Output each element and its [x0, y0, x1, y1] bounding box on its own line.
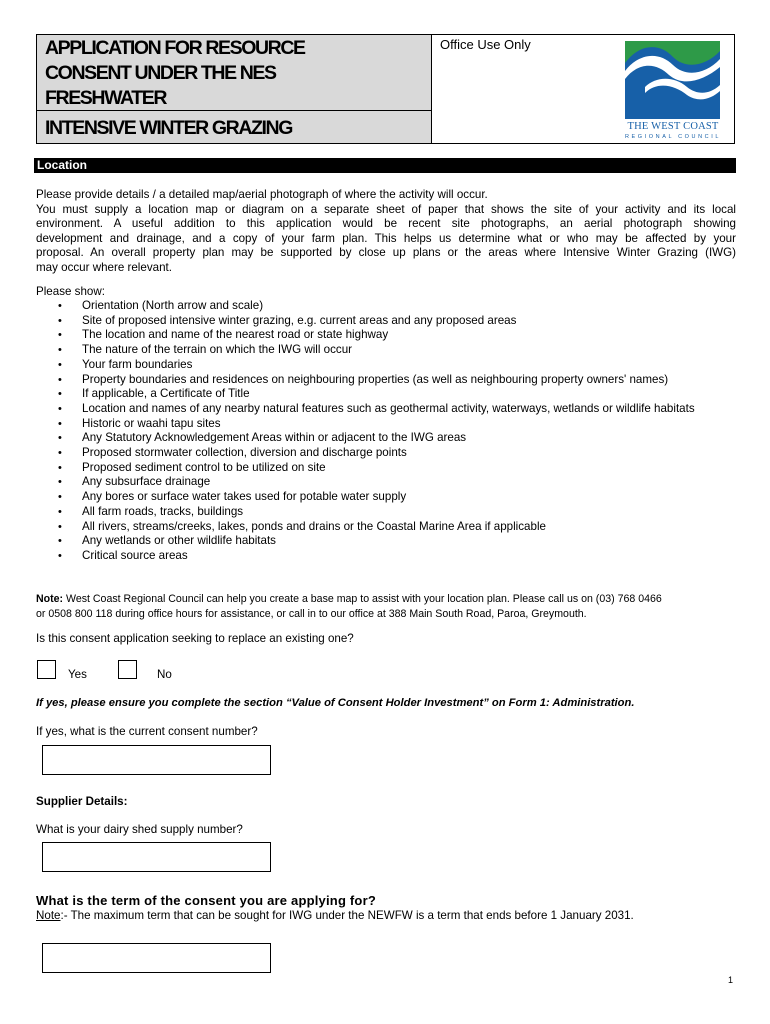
term-note: [36, 909, 634, 924]
replace-question: Is this consent application seeking to replace an existing one?: [36, 632, 354, 645]
title-block: [37, 35, 431, 111]
supplier-heading: Supplier Details:: [36, 795, 128, 808]
list-item: • Any subsurface drainage: [54, 475, 744, 490]
note-text-2: or 0508 800 118 during office hours for assistance, or call in to our office at 388 Main South Road, Paroa, Greymouth.: [36, 607, 587, 620]
no-label: No: [157, 668, 172, 681]
title-line-2: CONSENT UNDER THE NES: [45, 62, 276, 84]
list-item: • Location and names of any nearby natural features such as geothermal activity, waterways, wetlands or wildlife habitats: [54, 402, 744, 417]
logo-subname: REGIONAL COUNCIL: [624, 134, 722, 140]
title-line-3: FRESHWATER: [45, 87, 167, 109]
subtitle: INTENSIVE WINTER GRAZING: [45, 117, 292, 139]
term-heading: What is the term of the consent you are applying for?: [36, 893, 376, 908]
term-note-label: Note: [36, 909, 61, 922]
dairy-supply-number-input[interactable]: [42, 842, 271, 872]
list-item: • The location and name of the nearest road or state highway: [54, 328, 744, 343]
consent-number-question: If yes, what is the current consent number?: [36, 725, 258, 738]
list-item: • Your farm boundaries: [54, 358, 744, 373]
list-item: • The nature of the terrain on which the IWG will occur: [54, 343, 744, 358]
yes-label: Yes: [68, 668, 87, 681]
list-item: • All rivers, streams/creeks, lakes, ponds and drains or the Coastal Marine Area if applicable: [54, 520, 744, 535]
no-checkbox[interactable]: [118, 660, 137, 679]
consent-term-input[interactable]: [42, 943, 271, 973]
intro-line: Please provide details / a detailed map/aerial photograph of where the activity will occur.: [36, 188, 488, 201]
list-item: • If applicable, a Certificate of Title: [54, 387, 744, 402]
intro-line: You must supply a location map or diagram on a separate sheet of paper that shows the site of your activity and its local: [36, 202, 736, 216]
list-item: • Proposed sediment control to be utilized on site: [54, 461, 744, 476]
intro-line: may occur where relevant.: [36, 260, 172, 274]
list-item: • Historic or waahi tapu sites: [54, 417, 744, 432]
list-item: • Critical source areas: [54, 549, 744, 564]
page-number: 1: [728, 975, 734, 985]
note-paragraph: [36, 592, 736, 621]
list-item: • Property boundaries and residences on neighbouring properties (as well as neighbouring property owners' names): [54, 373, 744, 388]
consent-number-input[interactable]: [42, 745, 271, 775]
list-item: • Any wetlands or other wildlife habitats: [54, 534, 744, 549]
dairy-question: What is your dairy shed supply number?: [36, 823, 243, 836]
office-use-label: Office Use Only: [440, 37, 531, 52]
list-item: • All farm roads, tracks, buildings: [54, 505, 744, 520]
requirements-list: [54, 299, 744, 564]
if-yes-note: If yes, please ensure you complete the section “Value of Consent Holder Investment” on Form 1: Administration.: [36, 697, 635, 709]
yes-checkbox[interactable]: [37, 660, 56, 679]
please-show-label: Please show:: [36, 285, 105, 298]
term-note-text: :- The maximum term that can be sought for IWG under the NEWFW is a term that ends before 1 January 2031.: [60, 909, 634, 922]
list-item: • Site of proposed intensive winter grazing, e.g. current areas and any proposed areas: [54, 314, 744, 329]
title-box: [36, 34, 432, 144]
intro-paragraph: [36, 188, 736, 276]
list-item: • Proposed stormwater collection, diversion and discharge points: [54, 446, 744, 461]
intro-line: environment. A useful addition to this application would be recent site photographs, an aerial photograph showing: [36, 217, 736, 231]
intro-line: proposal. An overall property plan may be supported by close up plans or the areas where Intensive Winter Grazing (IWG): [36, 246, 736, 260]
section-bar-location: [34, 158, 736, 173]
title-line-1: APPLICATION FOR RESOURCE: [45, 37, 305, 59]
note-label: Note:: [36, 593, 64, 605]
list-item: • Any Statutory Acknowledgement Areas within or adjacent to the IWG areas: [54, 431, 744, 446]
list-item: • Any bores or surface water takes used for potable water supply: [54, 490, 744, 505]
west-coast-logo-icon: [625, 41, 720, 119]
note-text-1: West Coast Regional Council can help you create a base map to assist with your location plan. Please call us on (03) 768 0466: [63, 593, 662, 605]
office-use-box: [432, 34, 735, 144]
intro-line: development and drainage, and a copy of your farm plan. This helps us determine what or who may be affected by your: [36, 231, 736, 245]
section-label: Location: [37, 158, 87, 172]
list-item: • Orientation (North arrow and scale): [54, 299, 744, 314]
logo-name: THE WEST COAST: [627, 121, 719, 132]
